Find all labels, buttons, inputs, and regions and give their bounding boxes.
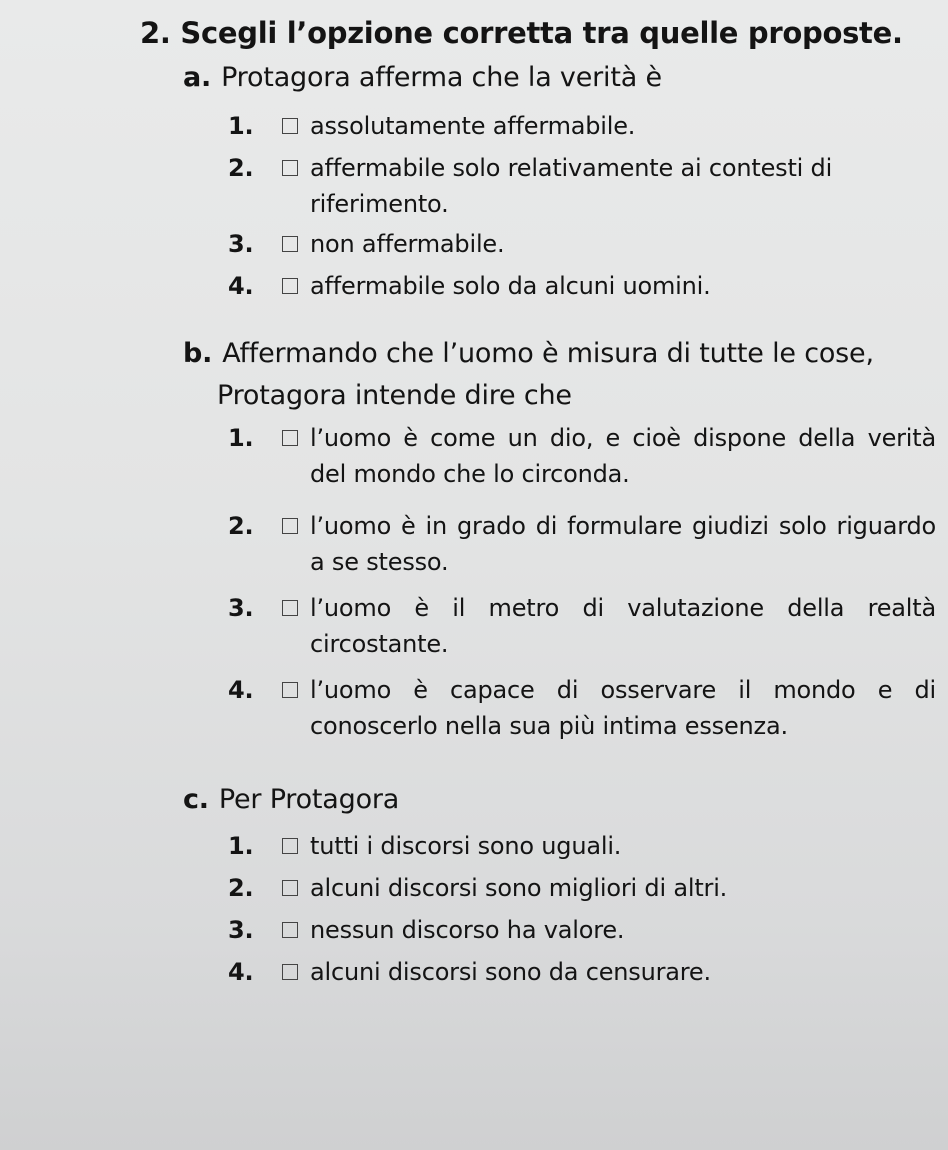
- option-a3[interactable]: [228, 226, 928, 262]
- section-stem-text: Protagora afferma che la verità è: [221, 62, 662, 93]
- option-c1[interactable]: [228, 828, 928, 864]
- option-number: 4.: [228, 958, 254, 986]
- option-number: 4.: [228, 272, 254, 300]
- option-c3[interactable]: [228, 912, 928, 948]
- option-number: 3.: [228, 594, 254, 622]
- option-number: 1.: [228, 112, 254, 140]
- checkbox[interactable]: [282, 160, 298, 176]
- section-label: c.: [183, 784, 209, 815]
- section-stem-text: Affermando che l’uomo è misura di tutte le cose,: [222, 338, 874, 369]
- option-c4[interactable]: [228, 954, 928, 990]
- option-number: 1.: [228, 832, 254, 860]
- option-number: 3.: [228, 230, 254, 258]
- checkbox[interactable]: [282, 118, 298, 134]
- checkbox[interactable]: [282, 682, 298, 698]
- option-number: 4.: [228, 676, 254, 704]
- checkbox[interactable]: [282, 964, 298, 980]
- option-text: affermabile solo da alcuni uomini.: [310, 272, 711, 300]
- checkbox[interactable]: [282, 278, 298, 294]
- option-number: 3.: [228, 916, 254, 944]
- checkbox[interactable]: [282, 600, 298, 616]
- checkbox[interactable]: [282, 430, 298, 446]
- checkbox[interactable]: [282, 236, 298, 252]
- option-text: tutti i discorsi sono uguali.: [310, 832, 622, 860]
- option-text: affermabile solo relativamente ai contesti di riferimento.: [310, 154, 833, 218]
- section-b-stem-cont: [217, 380, 572, 411]
- section-stem-text: Per Protagora: [218, 784, 400, 815]
- option-text: l’uomo è come un dio, e cioè dispone della verità del mondo che lo circonda.: [310, 424, 936, 488]
- option-a1[interactable]: [228, 108, 928, 144]
- section-stem-text: Protagora intende dire che: [217, 380, 572, 411]
- checkbox[interactable]: [282, 922, 298, 938]
- option-number: 1.: [228, 424, 254, 452]
- option-text: non affermabile.: [310, 230, 505, 258]
- option-text: alcuni discorsi sono da censurare.: [310, 958, 711, 986]
- option-text: l’uomo è il metro di valutazione della realtà circostante.: [310, 594, 936, 658]
- section-b-stem: [183, 338, 874, 369]
- checkbox[interactable]: [282, 838, 298, 854]
- checkbox[interactable]: [282, 518, 298, 534]
- option-a2[interactable]: [228, 150, 928, 222]
- option-b4[interactable]: [228, 672, 940, 748]
- option-text: assolutamente affermabile.: [310, 112, 636, 140]
- option-text: alcuni discorsi sono migliori di altri.: [310, 874, 728, 902]
- option-b1[interactable]: [228, 420, 940, 496]
- section-a-stem: [183, 62, 662, 93]
- option-text: l’uomo è capace di osservare il mondo e di conoscerlo nella sua più intima essenza.: [310, 676, 936, 740]
- option-c2[interactable]: [228, 870, 928, 906]
- question-title: [140, 16, 903, 50]
- option-a4[interactable]: [228, 268, 928, 304]
- option-number: 2.: [228, 154, 254, 182]
- option-b3[interactable]: [228, 590, 940, 666]
- section-c-stem: [183, 784, 399, 815]
- question-number: 2.: [140, 16, 171, 50]
- checkbox[interactable]: [282, 880, 298, 896]
- option-number: 2.: [228, 874, 254, 902]
- option-text: l’uomo è in grado di formulare giudizi solo riguardo a se stesso.: [310, 512, 936, 576]
- section-label: b.: [183, 338, 213, 369]
- option-b2[interactable]: [228, 508, 940, 584]
- section-label: a.: [183, 62, 212, 93]
- option-text: nessun discorso ha valore.: [310, 916, 625, 944]
- question-text: Scegli l’opzione corretta tra quelle proposte.: [180, 16, 903, 50]
- option-number: 2.: [228, 512, 254, 540]
